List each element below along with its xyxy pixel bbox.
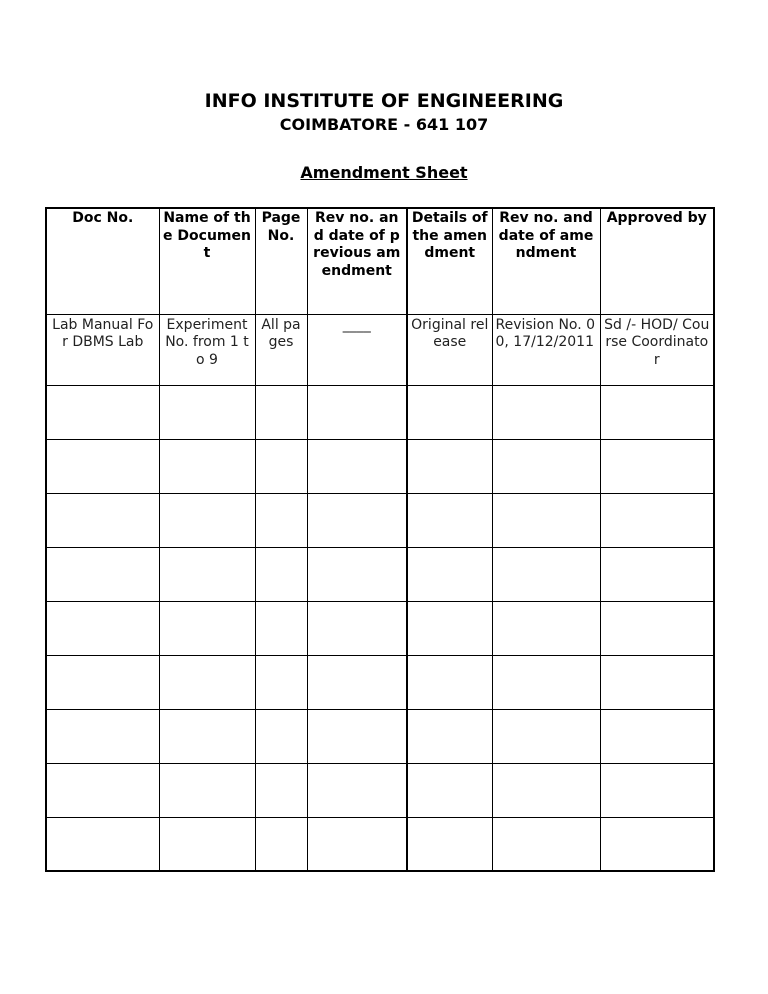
table-row (46, 493, 714, 547)
col-header-page-no: Page No. (255, 208, 307, 314)
col-header-doc-no: Doc No. (46, 208, 159, 314)
cell-approved: Sd /- HOD/ Course Coordinator (600, 314, 714, 385)
cell-doc-no: Lab Manual For DBMS Lab (46, 314, 159, 385)
table-row (46, 709, 714, 763)
col-header-prev-rev: Rev no. and date of previous amendment (307, 208, 407, 314)
col-header-rev: Rev no. and date of amendment (492, 208, 600, 314)
table-row (46, 601, 714, 655)
institute-name: INFO INSTITUTE OF ENGINEERING (204, 90, 564, 112)
table-row (46, 655, 714, 709)
col-header-doc-name: Name of the Document (159, 208, 255, 314)
table-row (46, 817, 714, 871)
table-header-row (46, 208, 714, 314)
cell-doc-name: Experiment No. from 1 to 9 (159, 314, 255, 385)
col-header-approved: Approved by (600, 208, 714, 314)
table-row (46, 763, 714, 817)
cell-details: Original release (407, 314, 492, 385)
cell-page-no: All pages (255, 314, 307, 385)
col-header-details: Details of the amendment (407, 208, 492, 314)
amendment-table (45, 207, 715, 872)
cell-prev-rev: ____ (307, 314, 407, 385)
table-row (46, 439, 714, 493)
table-row (46, 385, 714, 439)
cell-rev: Revision No. 00, 17/12/2011 (492, 314, 600, 385)
sheet-title: Amendment Sheet (300, 163, 468, 182)
table-row (46, 314, 714, 385)
institute-city: COIMBATORE - 641 107 (279, 115, 489, 134)
table-row (46, 547, 714, 601)
